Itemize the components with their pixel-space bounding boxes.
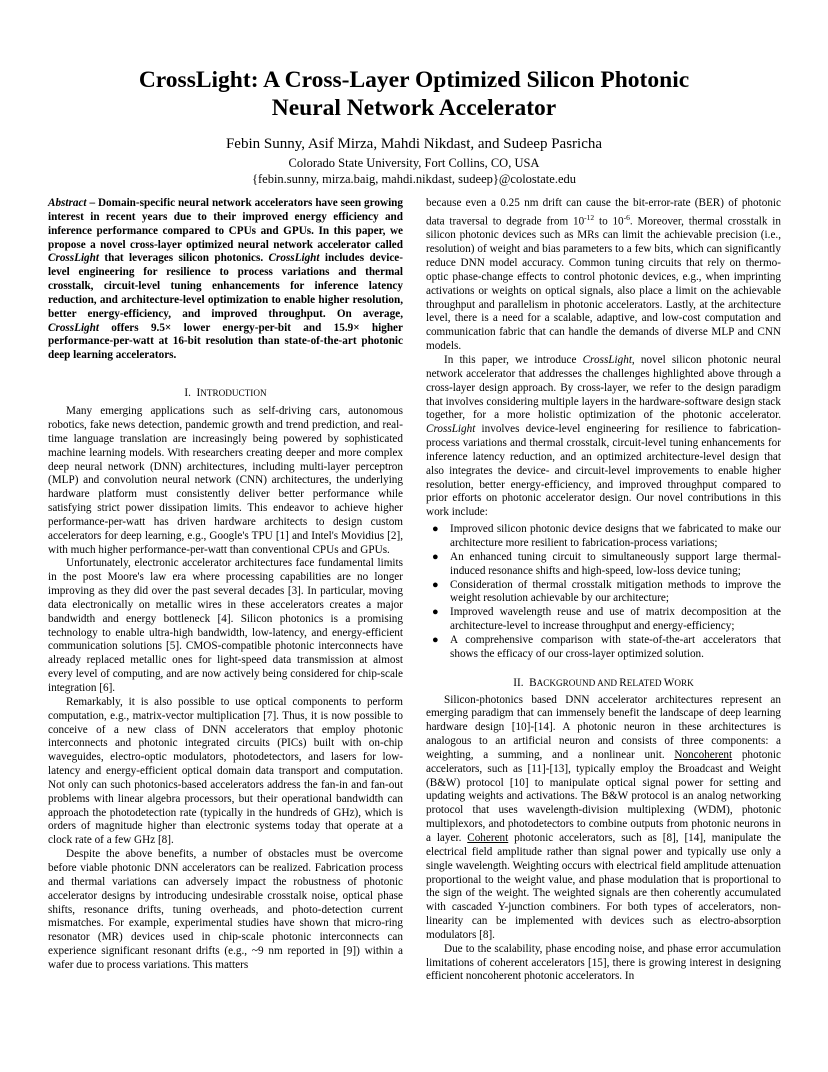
intro-paragraph-2: Unfortunately, electronic accelerator architectures face fundamental limits in the post Moore's law era where processing capabilities are no longer improving as they did over the past several decades [3]. In particular, moving data electronically on metallic wires in these accelerators creates a major bandwidth and energy bottleneck [4]. Silicon photonics is a promising technology to enable ultra-high bandwidth, low-latency, and energy-efficient communication solutions [5]. CMOS-compatible photonic interconnects have already replaced metallic ones for light-speed data transmission at almost every level of computing, and are now actively being considered for chip-scale integration [6]. [48,557,403,694]
paper-title [0,66,828,122]
section-2-title-w-rest: ORK [674,677,694,688]
author-list: Febin Sunny, Asif Mirza, Mahdi Nikdast, and Sudeep Pasricha [225,136,603,152]
bullet-icon: ● [432,606,439,619]
bullet-icon: ● [432,578,439,591]
bg-text-a: Silicon-photonics based DNN accelerator architectures represent an emerging paradigm that can immensely benefit the landscape of deep learning hardware design [10]-[14]. A photonic neuron in these architectures is analogous to an artificial neuron and consists of three components: a weighting, a summing, and a nonlinear unit. [426,693,781,761]
list-item [426,523,781,551]
ber-exponent-1: -12 [584,212,595,222]
abstract-text-4: offers 9.5× lower energy-per-bit and 15.9× higher performance-per-watt at 16-bit resolution than state-of-the-art photonic deep learning accelerators. [48,321,403,362]
section-2-title-w: W [663,676,675,689]
para5-text-b: , novel silicon photonic neural network accelerator that addresses the challenges highlighted above through a cross-layer design approach. By cross-layer, we refer to the design paradigm that involves considering multiple layers in the hardware-software design stack together, for a more holistic optimization of the photonic accelerator. [426,354,782,422]
list-item [426,606,781,634]
para5-text-c: involves device-level engineering for resilience to fabrication-process variations and thermal crosstalk, circuit-level tuning enhancements for inference latency reduction, and an optimized architecture-level design that also integrates the device- and circuit-level improvements to enable higher resolution, better energy-efficiency, and improved throughput compared to prior efforts on photonic accelerator design. Our novel contributions in this work include: [426,423,781,519]
intro-paragraph-1: Many emerging applications such as self-driving cars, autonomous robotics, fake news detection, pandemic growth and trend prediction, and real-time language translation are increasingly being powered by sophisticated machine learning models. With researchers creating deeper and more complex deep neural network (DNN) architectures, including multi-layer perceptron (MLP) and convolution neural network (CNN) architectures, the underlying hardware platform must consistently deliver better performance while satisfying strict power dissipation limits. This endeavor to achieve higher performance-per-watt has driven hardware architects to design custom accelerators for deep learning, e.g., Google's TPU [1] and Intel's Movidius [2], with much higher performance-per-watt than conventional CPUs and GPUs. [48,405,403,556]
right-column [426,197,781,984]
para5-name-1: CrossLight [582,354,632,367]
abstract-lead: Abstract [48,197,87,209]
ber-exponent-2: -6 [623,212,630,222]
list-item [426,579,781,607]
section-2-title-r-rest: ELATED [626,677,664,688]
bg-term-coherent: Coherent [467,832,509,845]
bullet-icon: ● [432,633,439,646]
abstract [48,197,403,363]
bg-text-b: photonic accelerators, such as [11]-[13], typically employ the Broadcast and Weight (B&W) protocol [10] to manipulate optical signal power for setting and updating weights and activations. The B&W protocol is an analog networking protocol that uses wavelength-division multiplexing (WDM), photonic multiplexors, and photodetectors to combine outputs from photonic neurons in a layer. [426,748,781,845]
section-1-title-rest: NTRODUCTION [200,388,267,399]
intro-paragraph-5 [426,354,781,520]
list-item [426,634,781,662]
para-text-c: . Moreover, thermal crosstalk in silicon photonic devices such as MRs can limit the achievable precision (i.e., resolution) of weight and bias parameters to a few bits, which can significantly reduce DNN model accuracy. Common tuning circuits that rely on thermo-optic phase-change effects to control photonic devices, e.g., when imprinting activations or weights on optical signals, also place a limit on the achievable throughput and parallelism in photonic accelerators. Lastly, at the architecture level, there is a need for a scalable, adaptive, and low-cost computation and communication fabric that can handle the demands of diverse MLP and CNN models. [426,215,781,353]
section-2-title-r: R [619,676,627,689]
contribution-text: An enhanced tuning circuit to simultaneously support large thermal-induced resonance shifts and high-speed, low-loss device tuning; [450,550,781,577]
section-2-title-b: B [529,676,537,689]
abstract-name-1: CrossLight [48,252,99,265]
abstract-text-2: that leverages silicon photonics. [98,252,269,265]
para-text-b: to 10 [594,215,624,228]
para5-name-2: CrossLight [426,423,476,436]
author-emails: {febin.sunny, mirza.baig, mahdi.nikdast, sudeep}@colostate.edu [251,172,576,186]
bg-text-c: photonic accelerators, such as [8], [14], manipulate the electrical field amplitude rather than signal power and typically use only a single wavelength. Weighting occurs with electrical field amplitude attenuation proportional to the weight value, and phase modulation that is proportional to the sign of the weight. The weighted signals are then coherently accumulated with cascaded Y-junction combiners. For both types of accelerators, non-linearity can be implemented with devices such as electro-absorption modulators [8]. [426,832,781,941]
background-paragraph-1 [426,694,781,943]
section-1-heading [48,386,403,400]
intro-paragraph-4-continued [426,197,781,354]
section-1-title-first: I [196,387,201,400]
bullet-icon: ● [432,550,439,563]
intro-paragraph-4: Despite the above benefits, a number of obstacles must be overcome before viable photonic DNN accelerators can be realized. Fabrication process and thermal variations can adversely impact the robustness of photonic accelerator designs by introducing undesirable crosstalk noise, optical phase shifts, resonance drifts, tuning overheads, and photo-detection current mismatches. For example, experimental studies have shown that micro-ring resonator (MR) devices used in chip-scale photonic interconnects can experience significant resonant drifts (e.g., ~9 nm reported in [9]) within a wafer due to process variations. This matters [48,848,403,971]
contribution-text: Improved wavelength reuse and use of matrix decomposition at the architecture-level to increase throughput and energy-efficiency; [450,606,781,633]
abstract-text-3: includes device-level engineering for resilience to process variations and thermal crosstalk, circuit-level tuning enhancements for inference latency reduction, and architecture-level optimization to enable higher resolution, better energy-efficiency, and improved throughput. On average, [48,252,403,320]
bullet-icon: ● [432,523,439,536]
contribution-list [426,523,781,661]
section-1-number: I. [184,387,191,400]
para5-text-a: In this paper, we introduce [444,354,583,367]
contribution-text: Improved silicon photonic device designs that we fabricated to make our architecture more resilient to fabrication-process variations; [450,523,781,549]
section-2-heading [426,676,781,690]
affiliation: Colorado State University, Fort Collins, CO, USA [288,156,540,170]
para-text-a: because even a 0.25 nm drift can cause the bit-error-rate (BER) of photonic data traversal to degrade from 10 [426,197,781,228]
abstract-name-3: CrossLight [48,321,99,334]
bg-term-noncoherent: Noncoherent [674,748,733,761]
background-paragraph-2: Due to the scalability, phase encoding noise, and phase error accumulation limitations of coherent accelerators [15], there is growing interest in designing efficient noncoherent photonic accelerators. In [426,942,781,983]
left-column [48,197,403,973]
contribution-text: Consideration of thermal crosstalk mitigation methods to improve the weight resolution achievable by our architecture; [450,578,781,605]
abstract-name-2: CrossLight [268,252,320,265]
contribution-text: A comprehensive comparison with state-of-the-art accelerators that shows the efficacy of our cross-layer optimized solution. [450,633,781,660]
section-2-number: II. [513,676,524,689]
intro-paragraph-3: Remarkably, it is also possible to use optical components to perform computation, e.g., matrix-vector multiplication [7]. Thus, it is now possible to conceive of a new class of DNN accelerators that employ photonic interconnects and photonic integrated circuits (PICs) built with on-chip waveguides, electro-optic modulators, photodetectors, and lasers for low-latency and energy-efficient optical domain data transport and computation. Not only can such photonics-based accelerators address the fan-in and fan-out problems with linear algebra processors, but their operational bandwidth can approach the photodetection rate (typically in the hundreds of GHz), which is orders of magnitude higher than electronic systems today that operate at a clock rate of a few GHz [8]. [48,695,403,847]
section-2-title-b-rest: ACKGROUND AND [536,677,620,688]
list-item [426,551,781,579]
abstract-text-1: – Domain-specific neural network accelerators have seen growing interest in recent years due to their improved energy efficiency and inference performance compared to CPUs and GPUs. In this paper, we propose a novel cross-layer optimized neural network accelerator called [48,197,403,251]
title-line-2: Neural Network Accelerator [271,95,557,121]
title-line-1: CrossLight: A Cross-Layer Optimized Silicon Photonic [138,67,690,93]
